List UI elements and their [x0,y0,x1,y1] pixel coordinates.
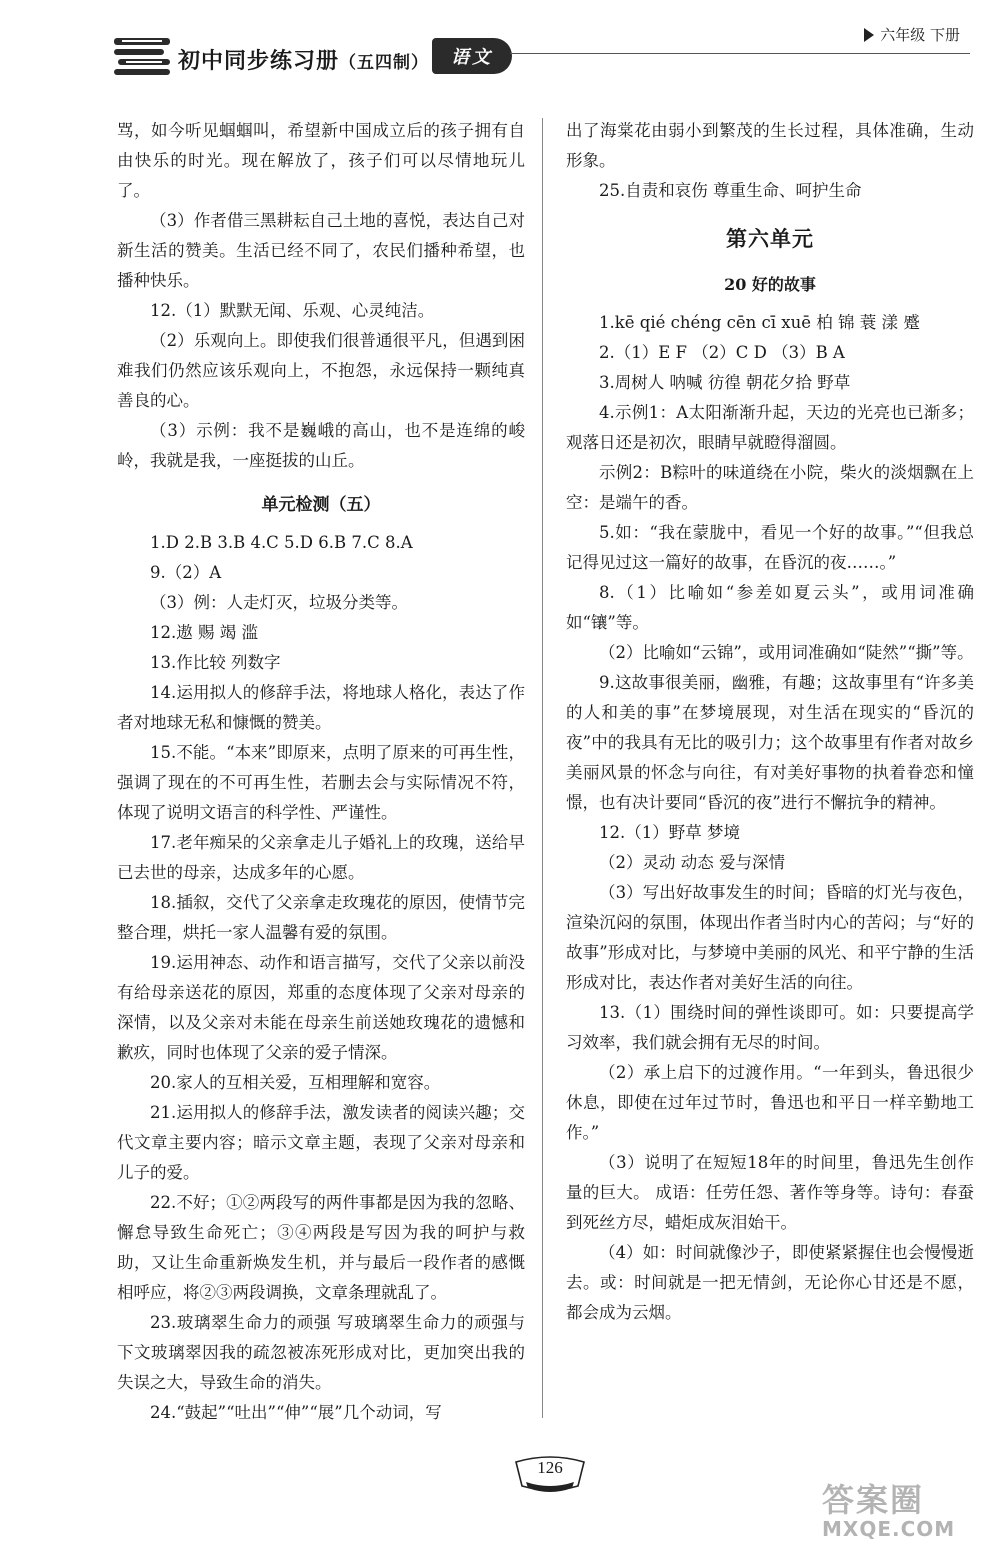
page-number: 126 [537,1458,563,1477]
answer-paragraph: 12.（1）默默无闻、乐观、心灵纯洁。 [150,301,435,320]
answer-paragraph: 示例2：B粽叶的味道绕在小院，柴火的淡烟飘在上空：是端午的香。 [566,463,974,512]
answer-paragraph: 22.不好；①②两段写的两件事都是因为我的忽略、懈怠导致生命死亡；③④两段是写因为我的呵护与救助，又让生命重新焕发生机，并与最后一段作者的感慨相呼应，将②③两段调换，文章条理就乱了。 [117,1193,525,1302]
answer-paragraph: 3.周树人 呐喊 彷徨 朝花夕拾 野草 [599,373,851,392]
answer-paragraph: 9.这故事很美丽，幽雅，有趣；这故事里有“许多美的人和美的事”在梦境展现，对生活在现实的“昏沉的夜”中的我具有无比的吸引力；这个故事里有作者对故乡美丽风景的怀念与向往，有对美好事物的执着眷恋和憧憬，也有决计要同“昏沉的夜”进行不懈抗争的精神。 [566,673,974,812]
answer-paragraph: 骂，如今听见蝈蝈叫，希望新中国成立后的孩子拥有自由快乐的时光。现在解放了，孩子们可以尽情地玩儿了。 [117,121,525,200]
unit-title: 第六单元 [726,226,814,251]
answer-paragraph: 21.运用拟人的修辞手法，激发读者的阅读兴趣；交代文章主要内容；暗示文章主题，表现了父亲对母亲和儿子的爱。 [117,1103,525,1182]
answer-paragraph: 25.自责和哀伤 尊重生命、呵护生命 [599,181,862,200]
answer-paragraph: 14.运用拟人的修辞手法，将地球人格化，表达了作者对地球无私和慷慨的赞美。 [117,683,525,732]
answer-paragraph: （2）比喻如“云锦”，或用词准确如“陡然”“撕”等。 [599,643,974,662]
book-stack-icon [112,34,172,78]
answer-paragraph: 8.（1）比喻如“参差如夏云头”，或用词准确如“镶”等。 [566,583,974,632]
answer-paragraph: 17.老年痴呆的父亲拿走儿子婚礼上的玫瑰，送给早已去世的母亲，达成多年的心愿。 [117,833,525,882]
page-header [0,0,1000,100]
answer-paragraph: 12.遨 赐 竭 滥 [150,623,258,642]
column-divider [542,118,543,1418]
header-rule [510,53,970,54]
answer-paragraph: （4）如：时间就像沙子，即使紧紧握住也会慢慢逝去。或：时间就是一把无情剑，无论你心甘还是不愿，都会成为云烟。 [566,1243,974,1322]
book-title-main: 初中同步练习册 [178,48,340,74]
answer-paragraph: （3）说明了在短短18年的时间里，鲁迅先生创作量的巨大。 成语：任劳任怨、著作等身等。诗句：春蚕到死丝方尽，蜡炬成灰泪始干。 [566,1153,974,1232]
answer-paragraph: （3）例：人走灯灭，垃圾分类等。 [150,593,408,612]
answer-paragraph: 13.（1）围绕时间的弹性谈即可。如：只要提高学习效率，我们就会拥有无尽的时间。 [566,1003,974,1052]
answer-paragraph: 15.不能。“本来”即原来，点明了原来的可再生性，强调了现在的不可再生性，若删去会与实际情况不符，体现了说明文语言的科学性、严谨性。 [117,743,525,822]
answer-paragraph: 12.（1）野草 梦境 [599,823,740,842]
answer-paragraph: 出了海棠花由弱小到繁茂的生长过程，具体准确，生动形象。 [566,121,974,170]
answer-paragraph: 1.D 2.B 3.B 4.C 5.D 6.B 7.C 8.A [150,533,413,552]
answer-paragraph: 2.（1）E F （2）C D （3）B A [599,343,845,362]
page-number-badge [512,1452,588,1492]
watermark-domain: MXQE.COM [822,1517,956,1541]
subject-badge: 语文 [432,38,512,74]
answer-paragraph: （3）示例：我不是巍峨的高山，也不是连绵的峻岭，我就是我，一座挺拔的山丘。 [117,421,525,470]
answer-paragraph: 4.示例1：A太阳渐渐升起，天边的光亮也已渐多；观落日还是初次，眼睛早就瞪得溜圆。 [566,403,974,452]
answer-paragraph: 1.kē qié chéng cēn cī xuē 柏 锦 蓑 漾 蹙 [599,313,920,332]
grade-text: 六年级 下册 [880,26,960,44]
answer-paragraph: 18.插叙，交代了父亲拿走玫瑰花的原因，使情节完整合理，烘托一家人温馨有爱的氛围。 [117,893,525,942]
answer-paragraph: （3）作者借三黑耕耘自己土地的喜悦，表达自己对新生活的赞美。生活已经不同了，农民们播种希望，也播种快乐。 [117,211,525,290]
answer-paragraph: （3）写出好故事发生的时间；昏暗的灯光与夜色，渲染沉闷的氛围，体现出作者当时内心的苦闷；与“好的故事”形成对比，与梦境中美丽的风光、和平宁静的生活形成对比，表达作者对美好生活的向往。 [566,883,974,992]
left-column [117,116,525,1428]
answer-paragraph: （2）乐观向上。即使我们很普通很平凡，但遇到困难我们仍然应该乐观向上，不抱怨，永远保持一颗纯真善良的心。 [117,331,525,410]
right-column [566,116,974,1328]
answer-paragraph: （2）灵动 动态 爱与深情 [599,853,785,872]
answer-paragraph: 24.“鼓起”“吐出”“伸”“展”几个动词，写 [150,1403,442,1422]
answer-paragraph: 20.家人的互相关爱，互相理解和宽容。 [150,1073,441,1092]
answer-paragraph: 13.作比较 列数字 [150,653,281,672]
answer-paragraph: 23.玻璃翠生命力的顽强 写玻璃翠生命力的顽强与下文玻璃翠因我的疏忽被冻死形成对比，更加突出我的失误之大，导致生命的消失。 [117,1313,525,1392]
section-title: 单元检测（五） [261,495,381,515]
grade-label [864,24,960,45]
answer-paragraph: 5.如：“我在蒙胧中，看见一个好的故事。”“但我总记得见过这一篇好的故事，在昏沉的夜……。” [566,523,974,572]
triangle-marker-icon [864,28,874,42]
answer-paragraph: （2）承上启下的过渡作用。“一年到头，鲁迅很少休息，即使在过年过节时，鲁迅也和平日一样辛勤地工作。” [566,1063,974,1142]
site-watermark [822,1475,992,1541]
book-title [178,44,429,75]
answer-paragraph: 9.（2）A [150,563,222,582]
book-title-edition: （五四制） [339,53,430,73]
watermark-logo-text: 答案圈 [822,1481,925,1519]
answer-paragraph: 19.运用神态、动作和语言描写，交代了父亲以前没有给母亲送花的原因，郑重的态度体现了父亲对母亲的深情，以及父亲对未能在母亲生前送她玫瑰花的遗憾和歉疚，同时也体现了父亲的爱子情深。 [117,953,525,1062]
lesson-title: 20 好的故事 [724,275,816,294]
